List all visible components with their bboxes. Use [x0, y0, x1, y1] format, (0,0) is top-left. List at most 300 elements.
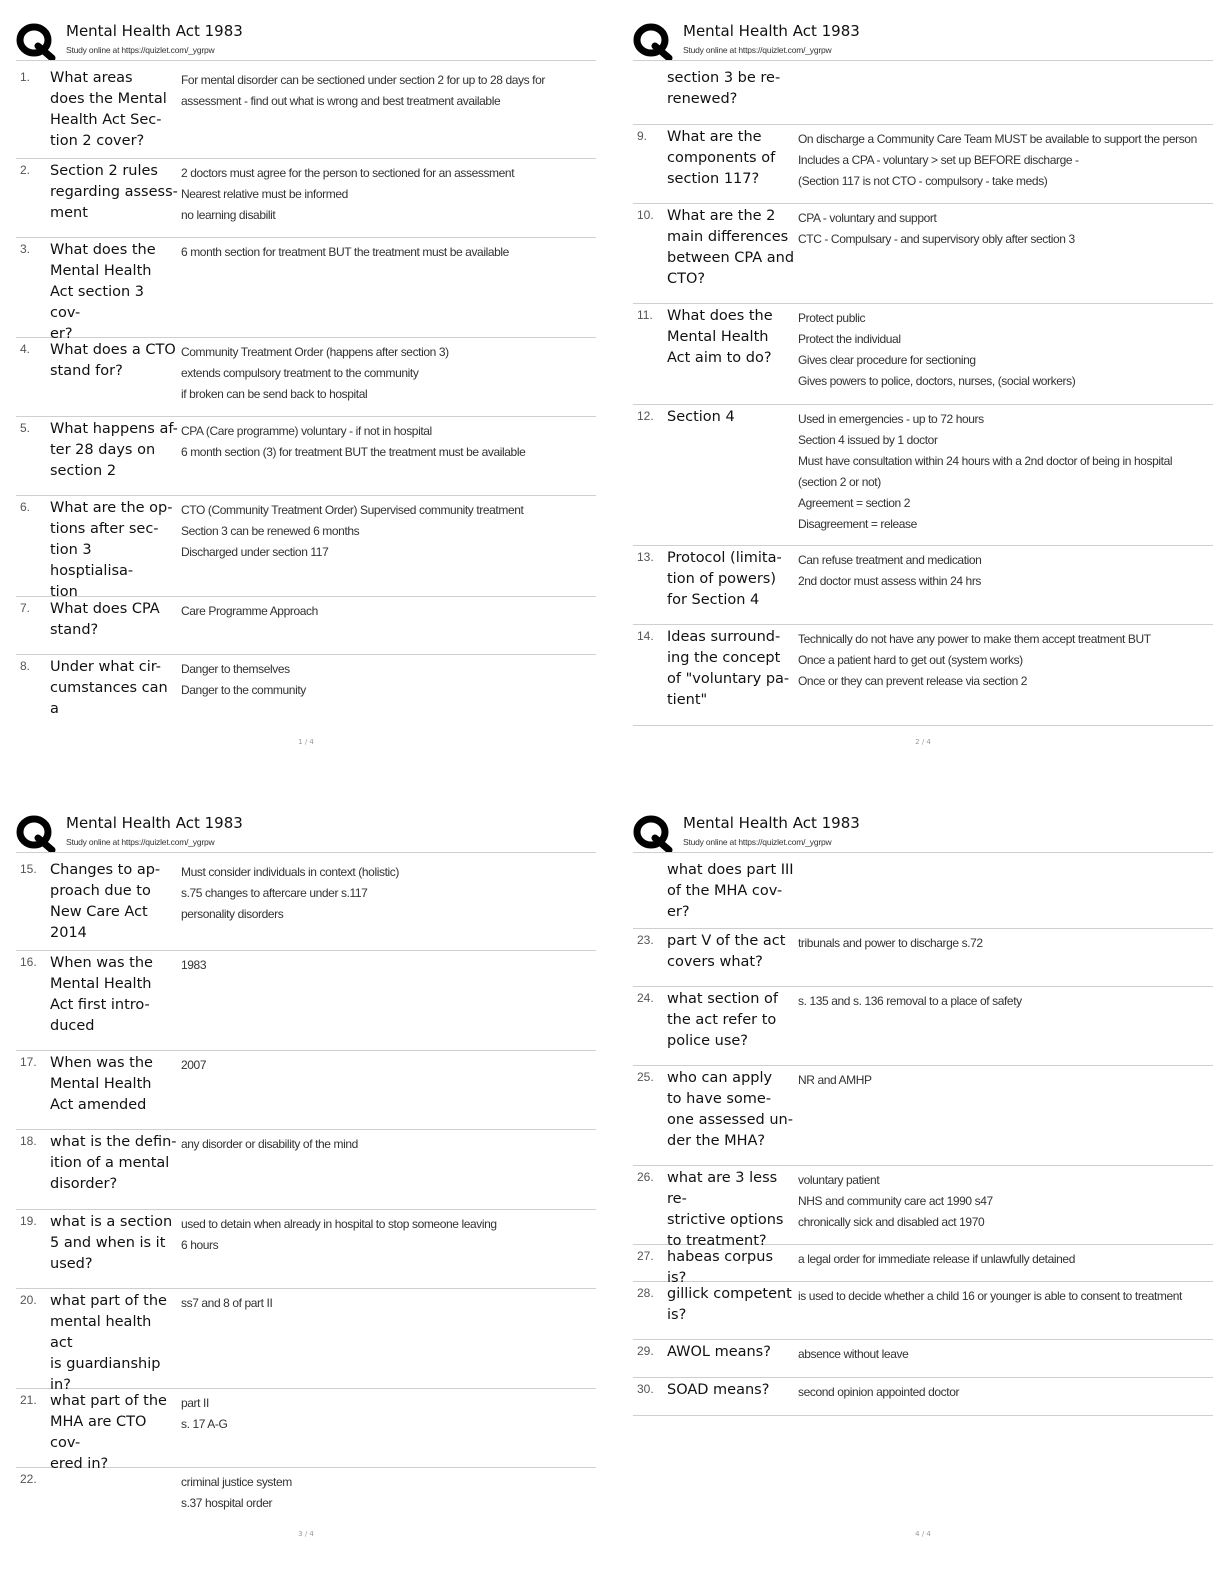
- term-line: What are the 2: [667, 208, 776, 224]
- term-line: the act refer to: [667, 1012, 777, 1028]
- card-definition: [181, 601, 591, 622]
- page-3: [16, 810, 596, 1570]
- definition-line: CTC - Compulsary - and supervisory obly after section 3: [798, 232, 1075, 246]
- term-line: disorder?: [50, 1176, 118, 1192]
- definition-line: Gives clear procedure for sectioning: [798, 353, 976, 367]
- flashcard-list: [16, 66, 596, 717]
- term-line: tion 2 cover?: [50, 133, 145, 149]
- definition-line: s. 135 and s. 136 removal to a place of safety: [798, 994, 1022, 1008]
- header-divider: [16, 60, 596, 61]
- flashcard-row: [16, 1389, 596, 1472]
- page-number: 2 / 4: [915, 738, 931, 746]
- card-number: 26.: [637, 1170, 654, 1184]
- quizlet-logo-icon: [633, 814, 673, 852]
- flashcard-row: [16, 1130, 596, 1210]
- definition-line: Includes a CPA - voluntary > set up BEFORE discharge -: [798, 153, 1079, 167]
- definition-line: absence without leave: [798, 1347, 909, 1361]
- term-line: Mental Health: [50, 263, 152, 279]
- card-number: 17.: [20, 1055, 37, 1069]
- document-title: Mental Health Act 1983: [66, 22, 243, 40]
- card-term: [667, 1068, 795, 1152]
- card-number: 25.: [637, 1070, 654, 1084]
- term-line: section 3 be re-: [667, 70, 781, 86]
- card-term: [50, 240, 178, 345]
- card-number: 4.: [20, 342, 31, 356]
- card-definition: [181, 421, 591, 463]
- card-term: [667, 860, 795, 923]
- definition-line: personality disorders: [181, 907, 284, 921]
- term-line: New Care Act: [50, 904, 148, 920]
- card-number: 12.: [637, 409, 654, 423]
- header-divider: [633, 852, 1213, 853]
- page-number: 1 / 4: [298, 738, 314, 746]
- study-link-text[interactable]: Study online at https://quizlet.com/_ygrpw: [683, 837, 832, 847]
- flashcard-row: [16, 951, 596, 1051]
- flashcard-row: [16, 1210, 596, 1289]
- header-divider: [633, 60, 1213, 61]
- definition-line: second opinion appointed doctor: [798, 1385, 960, 1399]
- page-header: [16, 810, 596, 852]
- card-number: 8.: [20, 659, 31, 673]
- card-number: 14.: [637, 629, 654, 643]
- page-header: [633, 810, 1213, 852]
- card-term: [667, 1380, 795, 1401]
- term-line: ition of a mental: [50, 1155, 170, 1171]
- flashcard-row: [16, 417, 596, 496]
- term-line: part V of the act: [667, 933, 786, 949]
- definition-line: s. 17 A-G: [181, 1417, 228, 1431]
- page-header: [633, 18, 1213, 60]
- flashcard-list: [633, 858, 1213, 1416]
- definition-line: CPA (Care programme) voluntary - if not in hospital: [181, 424, 432, 438]
- term-line: gillick competent: [667, 1286, 792, 1302]
- definition-line: Danger to themselves: [181, 662, 290, 676]
- flashcard-row: [16, 66, 596, 159]
- term-line: of the MHA cov-: [667, 883, 783, 899]
- flashcard-row: [16, 1468, 596, 1524]
- card-number: 19.: [20, 1214, 37, 1228]
- card-term: [667, 931, 795, 973]
- card-number: 5.: [20, 421, 31, 435]
- card-term: [667, 548, 795, 611]
- card-term: [50, 1053, 178, 1116]
- definition-line: Can refuse treatment and medication: [798, 553, 982, 567]
- card-definition: [798, 991, 1208, 1012]
- definition-line: Community Treatment Order (happens after section 3): [181, 345, 449, 359]
- card-definition: [181, 342, 591, 405]
- card-definition: [181, 955, 591, 976]
- card-term: [50, 419, 178, 482]
- definition-line: Disagreement = release: [798, 517, 917, 531]
- definition-line: s.75 changes to aftercare under s.117: [181, 886, 368, 900]
- card-definition: [181, 163, 591, 226]
- flashcard-row: [633, 1282, 1213, 1340]
- definition-line: Section 4 issued by 1 doctor: [798, 433, 938, 447]
- term-line: Health Act Sec-: [50, 112, 162, 128]
- quizlet-logo-icon: [16, 22, 56, 60]
- study-link-text[interactable]: Study online at https://quizlet.com/_ygrpw: [66, 45, 215, 55]
- card-term: [50, 860, 178, 944]
- term-line: What are the: [667, 129, 762, 145]
- definition-line: Danger to the community: [181, 683, 306, 697]
- card-definition: [798, 409, 1208, 535]
- card-definition: [181, 70, 591, 112]
- term-line: AWOL means?: [667, 1344, 771, 1360]
- term-line: Under what cir-: [50, 659, 161, 675]
- definition-line: ss7 and 8 of part II: [181, 1296, 273, 1310]
- document-title: Mental Health Act 1983: [683, 814, 860, 832]
- flashcard-row: [633, 1166, 1213, 1249]
- card-term: [667, 407, 795, 428]
- card-number: 16.: [20, 955, 37, 969]
- term-line: Act section 3 cov-: [50, 284, 144, 321]
- page-header: [16, 18, 596, 60]
- term-line: ment: [50, 205, 88, 221]
- card-number: 7.: [20, 601, 31, 615]
- page-2: [633, 18, 1213, 778]
- definition-line: s.37 hospital order: [181, 1496, 273, 1510]
- term-line: one assessed un-: [667, 1112, 793, 1128]
- card-term: [50, 1212, 178, 1275]
- term-line: mental health act: [50, 1314, 152, 1351]
- definition-line: voluntary patient: [798, 1173, 880, 1187]
- definition-line: Used in emergencies - up to 72 hours: [798, 412, 984, 426]
- card-term: [50, 68, 178, 152]
- term-line: Mental Health: [667, 329, 769, 345]
- term-line: is guardianship: [50, 1356, 161, 1372]
- card-definition: [181, 659, 591, 701]
- flashcard-list: [16, 858, 596, 1524]
- card-definition: [798, 208, 1208, 250]
- card-term: [667, 306, 795, 369]
- term-line: what does part III: [667, 862, 794, 878]
- card-number: 24.: [637, 991, 654, 1005]
- card-number: 23.: [637, 933, 654, 947]
- flashcard-row: [633, 1340, 1213, 1378]
- flashcard-row: [633, 204, 1213, 304]
- term-line: What does CPA: [50, 601, 160, 617]
- term-line: Act amended: [50, 1097, 147, 1113]
- definition-line: NHS and community care act 1990 s47: [798, 1194, 993, 1208]
- definition-line: no learning disabilit: [181, 208, 276, 222]
- definition-line: Once or they can prevent release via section 2: [798, 674, 1028, 688]
- page-1: [16, 18, 596, 778]
- card-definition: [181, 1134, 591, 1155]
- definition-line: criminal justice system: [181, 1475, 292, 1489]
- term-line: What does the: [50, 242, 156, 258]
- definition-line: part II: [181, 1396, 209, 1410]
- definition-line: Nearest relative must be informed: [181, 187, 348, 201]
- document-title: Mental Health Act 1983: [683, 22, 860, 40]
- definition-line: 1983: [181, 958, 207, 972]
- term-line: When was the: [50, 955, 153, 971]
- definition-line: 2 doctors must agree for the person to sectioned for an assessment: [181, 166, 515, 180]
- flashcard-list: [633, 66, 1213, 726]
- term-line: Ideas surround-: [667, 629, 781, 645]
- term-line: what are 3 less re-: [667, 1170, 778, 1207]
- card-definition: [798, 1382, 1208, 1403]
- definition-line: Care Programme Approach: [181, 604, 318, 618]
- definition-line: Agreement = section 2: [798, 496, 911, 510]
- term-line: main differences: [667, 229, 789, 245]
- flashcard-row: [633, 304, 1213, 405]
- card-definition: [181, 1293, 591, 1314]
- flashcard-row: [16, 1051, 596, 1130]
- flashcard-row: [633, 929, 1213, 987]
- card-number: 6.: [20, 500, 31, 514]
- card-definition: [798, 1286, 1208, 1307]
- definition-line: Must consider individuals in context (holistic): [181, 865, 399, 879]
- definition-line: assessment - find out what is wrong and best treatment available: [181, 94, 501, 108]
- card-number: 13.: [637, 550, 654, 564]
- card-term: [50, 599, 178, 641]
- card-term: [667, 68, 795, 110]
- card-term: [50, 161, 178, 224]
- term-line: Section 4: [667, 409, 735, 425]
- flashcard-row: [16, 858, 596, 951]
- term-line: tion: [50, 584, 78, 600]
- flashcard-row: [633, 66, 1213, 125]
- term-line: What happens af-: [50, 421, 178, 437]
- term-line: Changes to ap-: [50, 862, 161, 878]
- card-number: 1.: [20, 70, 31, 84]
- definition-line: used to detain when already in hospital to stop someone leaving: [181, 1217, 497, 1231]
- card-number: 18.: [20, 1134, 37, 1148]
- term-line: Mental Health: [50, 976, 152, 992]
- study-link-text[interactable]: Study online at https://quizlet.com/_ygrpw: [66, 837, 215, 847]
- card-term: [50, 1291, 178, 1396]
- term-line: Section 2 rules: [50, 163, 158, 179]
- term-line: der the MHA?: [667, 1133, 766, 1149]
- card-number: 9.: [637, 129, 648, 143]
- term-line: to have some-: [667, 1091, 772, 1107]
- quizlet-logo-icon: [633, 22, 673, 60]
- term-line: stand for?: [50, 363, 123, 379]
- term-line: police use?: [667, 1033, 748, 1049]
- flashcard-row: [633, 1378, 1213, 1416]
- definition-line: 6 month section (3) for treatment BUT the treatment must be available: [181, 445, 526, 459]
- term-line: to treatment?: [667, 1233, 767, 1249]
- term-line: of "voluntary pa-: [667, 671, 790, 687]
- definition-line: (section 2 or not): [798, 475, 881, 489]
- term-line: tion of powers): [667, 571, 776, 587]
- term-line: strictive options: [667, 1212, 784, 1228]
- definition-line: 2nd doctor must assess within 24 hrs: [798, 574, 982, 588]
- card-definition: [798, 629, 1208, 692]
- definition-line: (Section 117 is not CTO - compulsory - take meds): [798, 174, 1048, 188]
- term-line: regarding assess-: [50, 184, 178, 200]
- definition-line: Gives powers to police, doctors, nurses, (social workers): [798, 374, 1076, 388]
- term-line: er?: [50, 326, 73, 342]
- term-line: is?: [667, 1307, 687, 1323]
- term-line: CTO?: [667, 271, 706, 287]
- term-line: Act aim to do?: [667, 350, 772, 366]
- card-term: [667, 127, 795, 190]
- term-line: used?: [50, 1256, 93, 1272]
- term-line: What does the: [667, 308, 773, 324]
- term-line: What does a CTO: [50, 342, 176, 358]
- term-line: ter 28 days on: [50, 442, 156, 458]
- card-term: [50, 498, 178, 603]
- term-line: SOAD means?: [667, 1382, 770, 1398]
- card-number: 11.: [637, 308, 653, 322]
- term-line: ing the concept: [667, 650, 781, 666]
- definition-line: Protect the individual: [798, 332, 901, 346]
- card-term: [667, 989, 795, 1052]
- page-number: 3 / 4: [298, 1530, 314, 1538]
- term-line: section 117?: [667, 171, 760, 187]
- flashcard-row: [16, 338, 596, 417]
- card-number: 21.: [20, 1393, 37, 1407]
- definition-line: On discharge a Community Care Team MUST be available to support the person: [798, 132, 1197, 146]
- term-line: what part of the: [50, 1393, 167, 1409]
- header-divider: [16, 852, 596, 853]
- definition-line: tribunals and power to discharge s.72: [798, 936, 983, 950]
- term-line: between CPA and: [667, 250, 795, 266]
- study-link-text[interactable]: Study online at https://quizlet.com/_ygrpw: [683, 45, 832, 55]
- term-line: Protocol (limita-: [667, 550, 782, 566]
- definition-line: 2007: [181, 1058, 207, 1072]
- term-line: what part of the: [50, 1293, 167, 1309]
- term-line: Mental Health: [50, 1076, 152, 1092]
- definition-line: any disorder or disability of the mind: [181, 1137, 358, 1151]
- flashcard-row: [633, 858, 1213, 929]
- definition-line: For mental disorder can be sectioned under section 2 for up to 28 days for: [181, 73, 545, 87]
- card-term: [50, 657, 178, 720]
- term-line: stand?: [50, 622, 99, 638]
- flashcard-row: [16, 597, 596, 655]
- card-definition: [181, 1393, 591, 1435]
- term-line: in?: [50, 1377, 71, 1393]
- card-number: 2.: [20, 163, 31, 177]
- term-line: cumstances can a: [50, 680, 168, 717]
- flashcard-row: [633, 625, 1213, 726]
- definition-line: 6 month section for treatment BUT the treatment must be available: [181, 245, 509, 259]
- definition-line: is used to decide whether a child 16 or younger is able to consent to treatment: [798, 1289, 1182, 1303]
- card-definition: [181, 242, 591, 263]
- term-line: tions after sec-: [50, 521, 159, 537]
- term-line: Act first intro-: [50, 997, 150, 1013]
- term-line: components of: [667, 150, 776, 166]
- term-line: What areas: [50, 70, 133, 86]
- definition-line: CPA - voluntary and support: [798, 211, 937, 225]
- card-definition: [181, 1055, 591, 1076]
- term-line: what is a section: [50, 1214, 173, 1230]
- flashcard-row: [16, 238, 596, 342]
- flashcard-row: [633, 546, 1213, 625]
- card-definition: [181, 862, 591, 925]
- definition-line: if broken can be send back to hospital: [181, 387, 368, 401]
- card-term: [50, 1391, 178, 1475]
- term-line: what section of: [667, 991, 779, 1007]
- definition-line: extends compulsory treatment to the community: [181, 366, 419, 380]
- definition-line: CTO (Community Treatment Order) Supervised community treatment: [181, 503, 524, 517]
- card-term: [50, 1132, 178, 1195]
- card-term: [50, 340, 178, 382]
- term-line: 5 and when is it: [50, 1235, 166, 1251]
- term-line: MHA are CTO cov-: [50, 1414, 147, 1451]
- card-number: 15.: [20, 862, 37, 876]
- card-definition: [798, 1249, 1208, 1270]
- card-number: 27.: [637, 1249, 654, 1263]
- card-number: 30.: [637, 1382, 654, 1396]
- card-number: 3.: [20, 242, 31, 256]
- definition-line: Must have consultation within 24 hours with a 2nd doctor of being in hospital: [798, 454, 1173, 468]
- flashcard-row: [633, 405, 1213, 546]
- flashcard-row: [16, 1289, 596, 1393]
- term-line: section 2: [50, 463, 117, 479]
- card-number: 20.: [20, 1293, 37, 1307]
- card-term: [667, 206, 795, 290]
- card-definition: [798, 1170, 1208, 1233]
- term-line: tient": [667, 692, 708, 708]
- term-line: what is the defin-: [50, 1134, 177, 1150]
- definition-line: Once a patient hard to get out (system works): [798, 653, 1023, 667]
- card-term: [667, 1284, 795, 1326]
- card-definition: [798, 1344, 1208, 1365]
- term-line: What are the op-: [50, 500, 173, 516]
- document-title: Mental Health Act 1983: [66, 814, 243, 832]
- flashcard-row: [633, 125, 1213, 204]
- card-definition: [798, 933, 1208, 954]
- term-line: er?: [667, 904, 690, 920]
- card-definition: [798, 129, 1208, 192]
- term-line: tion 3 hosptialisa-: [50, 542, 134, 579]
- term-line: covers what?: [667, 954, 763, 970]
- card-term: [667, 1168, 795, 1252]
- card-definition: [798, 550, 1208, 592]
- term-line: does the Mental: [50, 91, 167, 107]
- term-line: who can apply: [667, 1070, 773, 1086]
- card-number: 10.: [637, 208, 654, 222]
- card-number: 28.: [637, 1286, 654, 1300]
- flashcard-row: [633, 1066, 1213, 1166]
- term-line: for Section 4: [667, 592, 760, 608]
- card-number: 22.: [20, 1472, 37, 1486]
- card-term: [667, 1342, 795, 1363]
- card-term: [50, 953, 178, 1037]
- card-definition: [798, 1070, 1208, 1091]
- term-line: duced: [50, 1018, 95, 1034]
- term-line: 2014: [50, 925, 87, 941]
- flashcard-row: [16, 655, 596, 717]
- definition-line: Discharged under section 117: [181, 545, 329, 559]
- definition-line: a legal order for immediate release if unlawfully detained: [798, 1252, 1075, 1266]
- flashcard-row: [16, 159, 596, 238]
- card-definition: [181, 1214, 591, 1256]
- flashcard-row: [633, 1245, 1213, 1286]
- card-number: 29.: [637, 1344, 654, 1358]
- definition-line: chronically sick and disabled act 1970: [798, 1215, 985, 1229]
- term-line: proach due to: [50, 883, 151, 899]
- page-4: [633, 810, 1213, 1570]
- card-definition: [181, 1472, 591, 1514]
- card-definition: [181, 500, 591, 563]
- definition-line: Technically do not have any power to make them accept treatment BUT: [798, 632, 1151, 646]
- flashcard-row: [16, 496, 596, 600]
- definition-line: Section 3 can be renewed 6 months: [181, 524, 360, 538]
- term-line: When was the: [50, 1055, 153, 1071]
- definition-line: Protect public: [798, 311, 866, 325]
- definition-line: NR and AMHP: [798, 1073, 872, 1087]
- term-line: ered in?: [50, 1456, 109, 1472]
- flashcard-row: [633, 987, 1213, 1066]
- term-line: renewed?: [667, 91, 738, 107]
- card-term: [667, 627, 795, 711]
- definition-line: 6 hours: [181, 1238, 219, 1252]
- page-number: 4 / 4: [915, 1530, 931, 1538]
- term-line: habeas corpus is?: [667, 1249, 774, 1286]
